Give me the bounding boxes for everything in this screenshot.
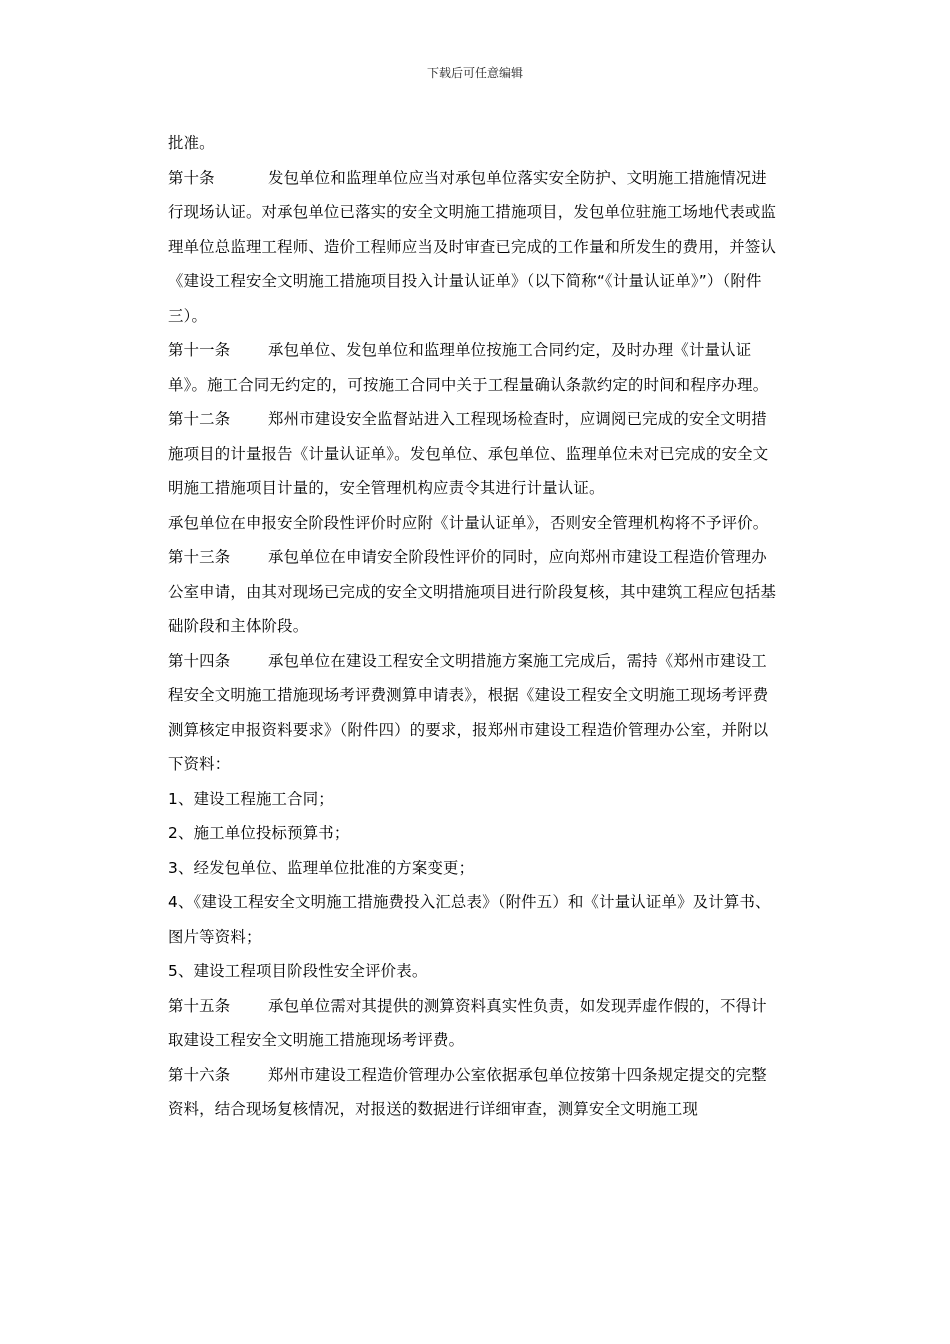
paragraph-text: 批准。	[168, 134, 215, 152]
article-number: 第十条	[168, 168, 215, 187]
article-text: 承包单位需对其提供的测算资料真实性负责，如发现弄虚作假的，不得计取建设工程安全文明施工措施现场考评费。	[168, 996, 767, 1049]
article-15	[168, 989, 780, 1058]
article-10	[168, 161, 780, 334]
list-item-text: 5、建设工程项目阶段性安全评价表。	[168, 962, 428, 980]
article-number: 第十六条	[168, 1065, 231, 1084]
list-item	[168, 851, 780, 886]
list-item	[168, 816, 780, 851]
article-number: 第十五条	[168, 996, 231, 1015]
article-16	[168, 1058, 780, 1127]
article-text: 承包单位在申请安全阶段性评价的同时，应向郑州市建设工程造价管理办公室申请，由其对现场已完成的安全文明措施项目进行阶段复核，其中建筑工程应包括基础阶段和主体阶段。	[168, 548, 777, 635]
article-12	[168, 402, 780, 506]
article-text: 郑州市建设安全监督站进入工程现场检查时，应调阅已完成的安全文明措施项目的计量报告《计量认证单》。发包单位、承包单位、监理单位未对已完成的安全文明施工措施项目计量的，安全管理机构应责令其进行计量认证。	[168, 410, 769, 497]
list-item-text: 3、经发包单位、监理单位批准的方案变更；	[168, 858, 475, 877]
list-item	[168, 885, 780, 954]
article-text: 承包单位在建设工程安全文明措施方案施工完成后，需持《郑州市建设工程安全文明施工措施现场考评费测算申请表》，根据《建设工程安全文明施工现场考评费测算核定申报资料要求》（附件四）的要求，报郑州市建设工程造价管理办公室，并附以下资料：	[168, 651, 769, 773]
paragraph	[168, 506, 780, 541]
article-text: 发包单位和监理单位应当对承包单位落实安全防护、文明施工措施情况进行现场认证。对承包单位已落实的安全文明施工措施项目，发包单位驻施工场地代表或监理单位总监理工程师、造价工程师应当及时审查已完成的工作量和所发生的费用，并签认《建设工程安全文明施工措施项目投入计量认证单》（以下简称“《计量认证单》”）（附件三）。	[168, 168, 777, 325]
article-number: 第十一条	[168, 341, 231, 359]
article-14	[168, 644, 780, 782]
article-text: 承包单位、发包单位和监理单位按施工合同约定，及时办理《计量认证单》。施工合同无约定的，可按施工合同中关于工程量确认条款约定的时间和程序办理。	[168, 341, 769, 394]
document-body	[168, 126, 780, 1127]
list-item	[168, 782, 780, 817]
list-item-text: 2、施工单位投标预算书；	[168, 824, 350, 842]
article-text: 郑州市建设工程造价管理办公室依据承包单位按第十四条规定提交的完整资料，结合现场复核情况，对报送的数据进行详细审查，测算安全文明施工现	[168, 1065, 767, 1118]
article-11	[168, 333, 780, 402]
list-item	[168, 954, 780, 989]
paragraph	[168, 126, 780, 161]
article-13	[168, 540, 780, 644]
list-item-text: 1、建设工程施工合同；	[168, 789, 334, 808]
list-item-text: 4、《建设工程安全文明施工措施费投入汇总表》（附件五）和《计量认证单》及计算书、图片等资料；	[168, 893, 771, 946]
paragraph-text: 承包单位在申报安全阶段性评价时应附《计量认证单》，否则安全管理机构将不予评价。	[168, 513, 769, 532]
article-number: 第十四条	[168, 651, 231, 670]
article-number: 第十三条	[168, 548, 231, 566]
article-number: 第十二条	[168, 410, 231, 428]
page-header: 下载后可任意编辑	[426, 66, 523, 80]
